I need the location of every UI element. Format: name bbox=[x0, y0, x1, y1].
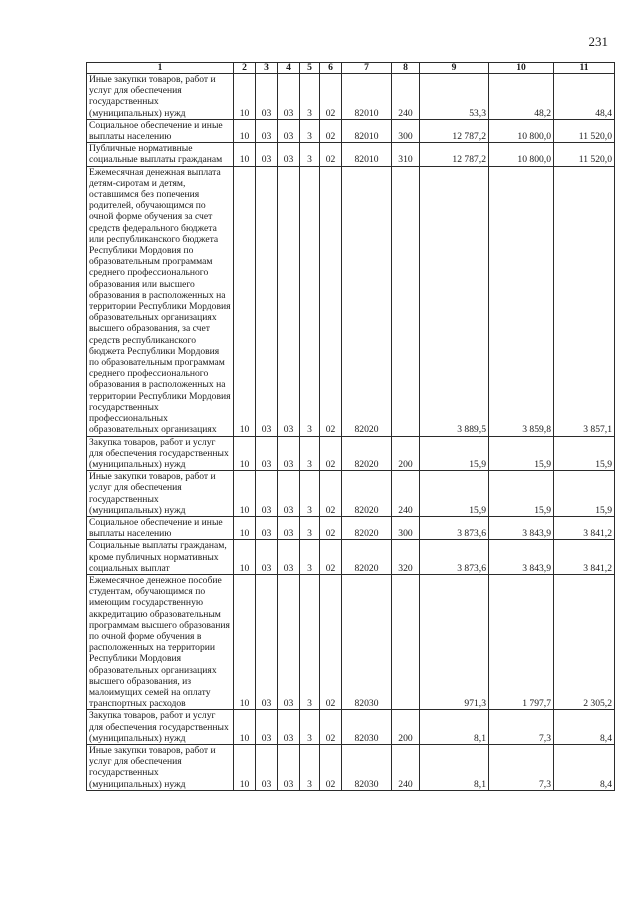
cell-col-6: 02 bbox=[320, 516, 342, 539]
column-header-9: 9 bbox=[420, 63, 489, 74]
cell-col-2: 10 bbox=[234, 744, 256, 790]
row-name bbox=[87, 74, 234, 120]
cell-col-7: 82020 bbox=[342, 166, 392, 436]
row-name bbox=[87, 436, 234, 471]
column-header-7: 7 bbox=[342, 63, 392, 74]
row-name bbox=[87, 744, 234, 790]
cell-col-8: 310 bbox=[392, 143, 420, 166]
row-name-text: Социальные выплаты гражданам, кроме публичных нормативных социальных выплат bbox=[89, 540, 227, 574]
table-row bbox=[87, 516, 615, 539]
cell-col-11: 8,4 bbox=[554, 710, 615, 745]
cell-col-7: 82010 bbox=[342, 74, 392, 120]
cell-col-2: 10 bbox=[234, 166, 256, 436]
cell-col-2: 10 bbox=[234, 710, 256, 745]
table-row bbox=[87, 166, 615, 436]
column-header-1: 1 bbox=[87, 63, 234, 74]
cell-col-7: 82030 bbox=[342, 574, 392, 709]
column-header-5: 5 bbox=[300, 63, 320, 74]
cell-col-4: 03 bbox=[278, 143, 300, 166]
cell-col-11: 2 305,2 bbox=[554, 574, 615, 709]
cell-col-4: 03 bbox=[278, 574, 300, 709]
row-name bbox=[87, 516, 234, 539]
cell-col-8: 200 bbox=[392, 436, 420, 471]
table-row bbox=[87, 574, 615, 709]
table-row bbox=[87, 119, 615, 142]
cell-col-7: 82010 bbox=[342, 143, 392, 166]
cell-col-5: 3 bbox=[300, 516, 320, 539]
cell-col-10: 10 800,0 bbox=[489, 143, 554, 166]
cell-col-5: 3 bbox=[300, 744, 320, 790]
column-header-2: 2 bbox=[234, 63, 256, 74]
cell-col-5: 3 bbox=[300, 119, 320, 142]
cell-col-8 bbox=[392, 166, 420, 436]
column-header-11: 11 bbox=[554, 63, 615, 74]
cell-col-8: 320 bbox=[392, 540, 420, 575]
cell-col-4: 03 bbox=[278, 74, 300, 120]
cell-col-6: 02 bbox=[320, 436, 342, 471]
row-name-text: Иные закупки товаров, работ и услуг для обеспечения государственных (муниципальных) нужд bbox=[89, 471, 216, 516]
table-row bbox=[87, 74, 615, 120]
cell-col-10: 3 859,8 bbox=[489, 166, 554, 436]
cell-col-8: 240 bbox=[392, 744, 420, 790]
cell-col-3: 03 bbox=[256, 119, 278, 142]
cell-col-11: 3 857,1 bbox=[554, 166, 615, 436]
header-row bbox=[87, 63, 615, 74]
row-name-text: Социальное обеспечение и иные выплаты населению bbox=[89, 119, 223, 143]
cell-col-2: 10 bbox=[234, 143, 256, 166]
cell-col-10: 3 843,9 bbox=[489, 540, 554, 575]
row-name bbox=[87, 166, 234, 436]
table-row bbox=[87, 744, 615, 790]
cell-col-5: 3 bbox=[300, 74, 320, 120]
row-name-text: Иные закупки товаров, работ и услуг для обеспечения государственных (муниципальных) нужд bbox=[89, 744, 216, 790]
cell-col-8: 300 bbox=[392, 516, 420, 539]
cell-col-5: 3 bbox=[300, 574, 320, 709]
cell-col-4: 03 bbox=[278, 540, 300, 575]
cell-col-7: 82020 bbox=[342, 436, 392, 471]
cell-col-4: 03 bbox=[278, 119, 300, 142]
cell-col-7: 82020 bbox=[342, 471, 392, 517]
cell-col-10: 3 843,9 bbox=[489, 516, 554, 539]
cell-col-11: 11 520,0 bbox=[554, 143, 615, 166]
cell-col-6: 02 bbox=[320, 166, 342, 436]
column-header-4: 4 bbox=[278, 63, 300, 74]
cell-col-2: 10 bbox=[234, 436, 256, 471]
cell-col-3: 03 bbox=[256, 516, 278, 539]
cell-col-9: 8,1 bbox=[420, 710, 489, 745]
cell-col-11: 15,9 bbox=[554, 436, 615, 471]
cell-col-5: 3 bbox=[300, 436, 320, 471]
cell-col-3: 03 bbox=[256, 540, 278, 575]
row-name bbox=[87, 143, 234, 166]
cell-col-7: 82020 bbox=[342, 540, 392, 575]
cell-col-8: 200 bbox=[392, 710, 420, 745]
row-name-text: Публичные нормативные социальные выплаты гражданам bbox=[89, 143, 223, 166]
cell-col-10: 48,2 bbox=[489, 74, 554, 120]
cell-col-10: 1 797,7 bbox=[489, 574, 554, 709]
cell-col-5: 3 bbox=[300, 143, 320, 166]
cell-col-3: 03 bbox=[256, 744, 278, 790]
cell-col-2: 10 bbox=[234, 516, 256, 539]
row-name bbox=[87, 119, 234, 142]
cell-col-8: 300 bbox=[392, 119, 420, 142]
cell-col-5: 3 bbox=[300, 710, 320, 745]
cell-col-8: 240 bbox=[392, 74, 420, 120]
cell-col-8 bbox=[392, 574, 420, 709]
cell-col-10: 15,9 bbox=[489, 436, 554, 471]
cell-col-9: 12 787,2 bbox=[420, 143, 489, 166]
cell-col-11: 3 841,2 bbox=[554, 540, 615, 575]
cell-col-9: 53,3 bbox=[420, 74, 489, 120]
cell-col-4: 03 bbox=[278, 166, 300, 436]
cell-col-3: 03 bbox=[256, 166, 278, 436]
row-name bbox=[87, 471, 234, 517]
row-name-text: Ежемесячная денежная выплата детям-сиротам и детям, оставшимся без попечения родителей, обучающимся по очной форме обучения за счет средств федерального бюджета или республиканского бюджета Республики Мордовия по образовательным программам среднего профессионального образования или высшего образования в расположенных на территории Республики Мордовия образовательных организациях высшего образования, за счет средств республиканского бюджета Республики Мордовия по образовательным программам среднего профессионального образования в расположенных на территории Республики Мордовия государственных профессиональных образовательных организациях bbox=[89, 166, 231, 436]
column-header-6: 6 bbox=[320, 63, 342, 74]
cell-col-4: 03 bbox=[278, 744, 300, 790]
cell-col-7: 82010 bbox=[342, 119, 392, 142]
table-body bbox=[87, 74, 615, 791]
row-name bbox=[87, 574, 234, 709]
cell-col-3: 03 bbox=[256, 710, 278, 745]
cell-col-10: 10 800,0 bbox=[489, 119, 554, 142]
row-name bbox=[87, 710, 234, 745]
cell-col-6: 02 bbox=[320, 119, 342, 142]
cell-col-3: 03 bbox=[256, 74, 278, 120]
cell-col-9: 3 873,6 bbox=[420, 540, 489, 575]
cell-col-6: 02 bbox=[320, 143, 342, 166]
cell-col-7: 82030 bbox=[342, 744, 392, 790]
row-name-text: Ежемесячное денежное пособие студентам, обучающимся по имеющим государственную аккредитацию образовательным программам высшего образования по очной форме обучения в расположенных на территории Республики Мордовия образовательных организациях высшего образования, из малоимущих семей на оплату транспортных расходов bbox=[89, 574, 230, 710]
cell-col-6: 02 bbox=[320, 710, 342, 745]
cell-col-3: 03 bbox=[256, 436, 278, 471]
cell-col-9: 8,1 bbox=[420, 744, 489, 790]
cell-col-10: 7,3 bbox=[489, 710, 554, 745]
cell-col-11: 11 520,0 bbox=[554, 119, 615, 142]
cell-col-2: 10 bbox=[234, 74, 256, 120]
cell-col-4: 03 bbox=[278, 471, 300, 517]
cell-col-9: 3 873,6 bbox=[420, 516, 489, 539]
cell-col-9: 15,9 bbox=[420, 436, 489, 471]
table-row bbox=[87, 540, 615, 575]
table-row bbox=[87, 710, 615, 745]
cell-col-5: 3 bbox=[300, 166, 320, 436]
cell-col-9: 12 787,2 bbox=[420, 119, 489, 142]
cell-col-10: 15,9 bbox=[489, 471, 554, 517]
cell-col-11: 8,4 bbox=[554, 744, 615, 790]
cell-col-5: 3 bbox=[300, 471, 320, 517]
cell-col-7: 82020 bbox=[342, 516, 392, 539]
cell-col-2: 10 bbox=[234, 540, 256, 575]
row-name-text: Социальное обеспечение и иные выплаты населению bbox=[89, 516, 223, 540]
cell-col-11: 3 841,2 bbox=[554, 516, 615, 539]
column-header-8: 8 bbox=[392, 63, 420, 74]
cell-col-2: 10 bbox=[234, 119, 256, 142]
cell-col-6: 02 bbox=[320, 540, 342, 575]
row-name-text: Закупка товаров, работ и услуг для обеспечения государственных (муниципальных) нужд bbox=[89, 710, 229, 744]
cell-col-2: 10 bbox=[234, 574, 256, 709]
cell-col-3: 03 bbox=[256, 574, 278, 709]
table-row bbox=[87, 436, 615, 471]
cell-col-6: 02 bbox=[320, 471, 342, 517]
table-header bbox=[87, 63, 615, 74]
cell-col-9: 971,3 bbox=[420, 574, 489, 709]
cell-col-4: 03 bbox=[278, 710, 300, 745]
column-header-10: 10 bbox=[489, 63, 554, 74]
cell-col-11: 15,9 bbox=[554, 471, 615, 517]
row-name bbox=[87, 540, 234, 575]
cell-col-7: 82030 bbox=[342, 710, 392, 745]
cell-col-3: 03 bbox=[256, 471, 278, 517]
cell-col-8: 240 bbox=[392, 471, 420, 517]
cell-col-4: 03 bbox=[278, 436, 300, 471]
row-name-text: Закупка товаров, работ и услуг для обеспечения государственных (муниципальных) нужд bbox=[89, 436, 229, 470]
cell-col-6: 02 bbox=[320, 744, 342, 790]
row-name-text: Иные закупки товаров, работ и услуг для обеспечения государственных (муниципальных) нужд bbox=[89, 74, 216, 119]
table-row bbox=[87, 471, 615, 517]
cell-col-9: 15,9 bbox=[420, 471, 489, 517]
budget-table bbox=[86, 62, 615, 791]
cell-col-6: 02 bbox=[320, 74, 342, 120]
cell-col-4: 03 bbox=[278, 516, 300, 539]
cell-col-11: 48,4 bbox=[554, 74, 615, 120]
table-row bbox=[87, 143, 615, 166]
cell-col-3: 03 bbox=[256, 143, 278, 166]
column-header-3: 3 bbox=[256, 63, 278, 74]
cell-col-9: 3 889,5 bbox=[420, 166, 489, 436]
page-number: 231 bbox=[588, 34, 608, 49]
cell-col-10: 7,3 bbox=[489, 744, 554, 790]
cell-col-6: 02 bbox=[320, 574, 342, 709]
cell-col-2: 10 bbox=[234, 471, 256, 517]
cell-col-5: 3 bbox=[300, 540, 320, 575]
